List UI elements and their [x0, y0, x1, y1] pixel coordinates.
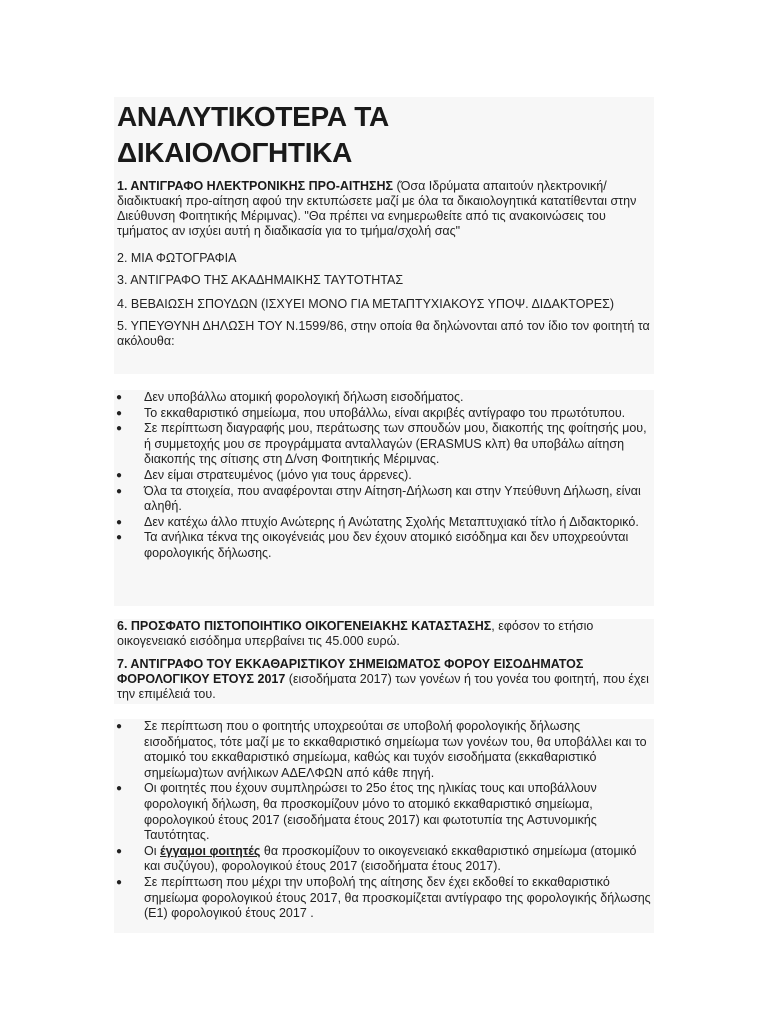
- list-item: ● Σε περίπτωση που μέχρι την υποβολή της αίτησης δεν έχει εκδοθεί το εκκαθαριστικό σημείωμα φορολογικού έτους 2017, θα προσκομίζεται αντίγραφο της φορολογικής δήλωσης (Ε1) φορολογικού έτους 2017 .: [116, 874, 651, 921]
- item-7-text: (εισοδήματα 2017) των γονέων ή του γονέα του φοιτητή, που έχει την επιμέλειά του.: [117, 672, 649, 701]
- list-item: ● Το εκκαθαριστικό σημείωμα, που υποβάλλω, είναι ακριβές αντίγραφο του πρωτότυπου.: [116, 405, 626, 420]
- declaration-list: [114, 390, 654, 606]
- list-item: ● Οι έγγαμοι φοιτητές θα προσκομίζουν το οικογενειακό εκκαθαριστικό σημείωμα (ατομικό και συζύγου), φορολογικού έτους 2017 (εισοδήματα έτους 2017).: [116, 843, 637, 874]
- tax-notes-list: [114, 719, 654, 933]
- married-students-emphasis: έγγαμοι φοιτητές: [159, 843, 261, 858]
- list-item: ● Δεν είμαι στρατευμένος (μόνο για τους άρρενες).: [116, 467, 412, 482]
- bullet-icon: ●: [116, 423, 123, 435]
- item-2: 2. ΜΙΑ ΦΩΤΟΓΡΑΦΙΑ: [117, 251, 237, 265]
- item-7-heading: 7. ΑΝΤΙΓΡΑΦΟ ΤΟΥ ΕΚΚΑΘΑΡΙΣΤΙΚΟΥ ΣΗΜΕΙΩΜΑΤΟΣ ΦΟΡΟΥ ΕΙΣΟΔΗΜΑΤΟΣ ΦΟΡΟΛΟΓΙΚΟΥ ΕΤΟΥΣ 2017: [117, 657, 584, 686]
- bullet-icon: ●: [116, 845, 123, 857]
- bullet-icon: ●: [116, 392, 123, 403]
- item-6-text: , εφόσον το ετήσιο οικογενειακό εισόδημα υπερβαίνει τις 45.000 ευρώ.: [117, 619, 594, 648]
- item-4: 4. ΒΕΒΑΙΩΣΗ ΣΠΟΥΔΩΝ (ΙΣΧΥΕΙ ΜΟΝΟ ΓΙΑ ΜΕΤΑΠΤΥΧΙΑΚΟΥΣ ΥΠΟΨ. ΔΙΔΑΚΤΟΡΕΣ): [117, 297, 614, 311]
- list-item: ● Σε περίπτωση που ο φοιτητής υποχρεούται σε υποβολή φορολογικής δήλωσης εισοδήματος, τότε μαζί με το εκκαθαριστικό σημείωμα των γονέων του, θα υποβάλλει και το ατομικό του εκκαθαριστικό σημείωμα, καθώς και τυχόν εισοδήματα (εκκαθαριστικό σημείωμα)των ανήλικων ΑΔΕΛΦΩΝ από κάθε πηγή.: [116, 719, 647, 780]
- list-item: ● Δεν κατέχω άλλο πτυχίο Ανώτερης ή Ανώτατης Σχολής Μεταπτυχιακό τίτλο ή Διδακτορικό.: [116, 514, 639, 529]
- bullet-icon: ●: [116, 532, 123, 544]
- item-3: 3. ΑΝΤΙΓΡΑΦΟ ΤΗΣ ΑΚΑΔΗΜΑΙΚΗΣ ΤΑΥΤΟΤΗΤΑΣ: [117, 273, 404, 287]
- bullet-icon: ●: [116, 783, 123, 795]
- list-item: ● Όλα τα στοιχεία, που αναφέρονται στην Αίτηση-Δήλωση και στην Υπεύθυνη Δήλωση, είναι αληθή.: [116, 483, 641, 514]
- bullet-icon: ●: [116, 876, 123, 888]
- bullet-icon: ●: [116, 485, 123, 497]
- title-line-2: ΔΙΚΑΙΟΛΟΓΗΤΙΚΑ: [117, 137, 353, 168]
- item-1-text: (Όσα Ιδρύματα απαιτούν ηλεκτρονική/διαδικτυακή προ-αίτηση αφού την εκτυπώσετε μαζί με όλα τα δικαιολογητικά κατατίθενται στην Διεύθυνση Φοιτητικής Μέριμνας). "Θα πρέπει να ενημερωθείτε από τις ανακοινώσεις του τμήματος αν ισχύει αυτή η διαδικασία για το τμήμα/σχολή σας": [117, 179, 637, 238]
- list-item: ● Οι φοιτητές που έχουν συμπληρώσει το 25ο έτος της ηλικίας τους και υποβάλλουν φορολογική δήλωση, θα προσκομίζουν μόνο το ατομικό εκκαθαριστικό σημείωμα, φορολογικού έτους 2017 (εισοδήματα έτους 2017) και φωτοτυπία της Αστυνομικής Ταυτότητας.: [116, 781, 597, 843]
- item-7: [114, 657, 654, 702]
- item-5: 5. ΥΠΕΥΘΥΝΗ ΔΗΛΩΣΗ ΤΟΥ Ν.1599/86, στην οποία θα δηλώνονται από τον ίδιο τον φοιτητή τα ακόλουθα:: [117, 319, 650, 348]
- item-1: [114, 179, 654, 239]
- bullet-icon: ●: [116, 721, 123, 732]
- bullet-icon: ●: [116, 469, 123, 481]
- page-title: [114, 97, 654, 171]
- list-item: ● Δεν υποβάλλω ατομική φορολογική δήλωση εισοδήματος.: [116, 390, 464, 404]
- bullet-icon: ●: [116, 407, 123, 419]
- section-documents: [114, 619, 654, 704]
- list-item: ● Σε περίπτωση διαγραφής μου, περάτωσης των σπουδών μου, διακοπής της φοίτησής μου, ή συμμετοχής μου σε προγράμματα ανταλλαγών (ERASMUS κλπ) θα υποβάλω αίτηση διακοπής της σίτισης στη Δ/νση Φοιτητικής Μέριμνας.: [116, 421, 647, 467]
- item-1-heading: 1. ΑΝΤΙΓΡΑΦΟ ΗΛΕΚΤΡΟΝΙΚΗΣ ΠΡΟ-ΑΙΤΗΣΗΣ: [117, 179, 394, 193]
- title-line-1: ΑΝΑΛΥΤΙΚΟΤΕΡΑ ΤΑ: [117, 101, 389, 132]
- bullet-icon: ●: [116, 516, 123, 528]
- list-item: ● Τα ανήλικα τέκνα της οικογένειάς μου δεν έχουν ατομικό εισόδημα και δεν υποχρεούνται φορολογικής δήλωσης.: [116, 530, 629, 560]
- item-6: [114, 619, 654, 649]
- section-intro: [114, 97, 654, 374]
- item-6-heading: 6. ΠΡΟΣΦΑΤΟ ΠΙΣΤΟΠΟΙΗΤΙΚΟ ΟΙΚΟΓΕΝΕΙΑΚΗΣ ΚΑΤΑΣΤΑΣΗΣ: [117, 619, 492, 633]
